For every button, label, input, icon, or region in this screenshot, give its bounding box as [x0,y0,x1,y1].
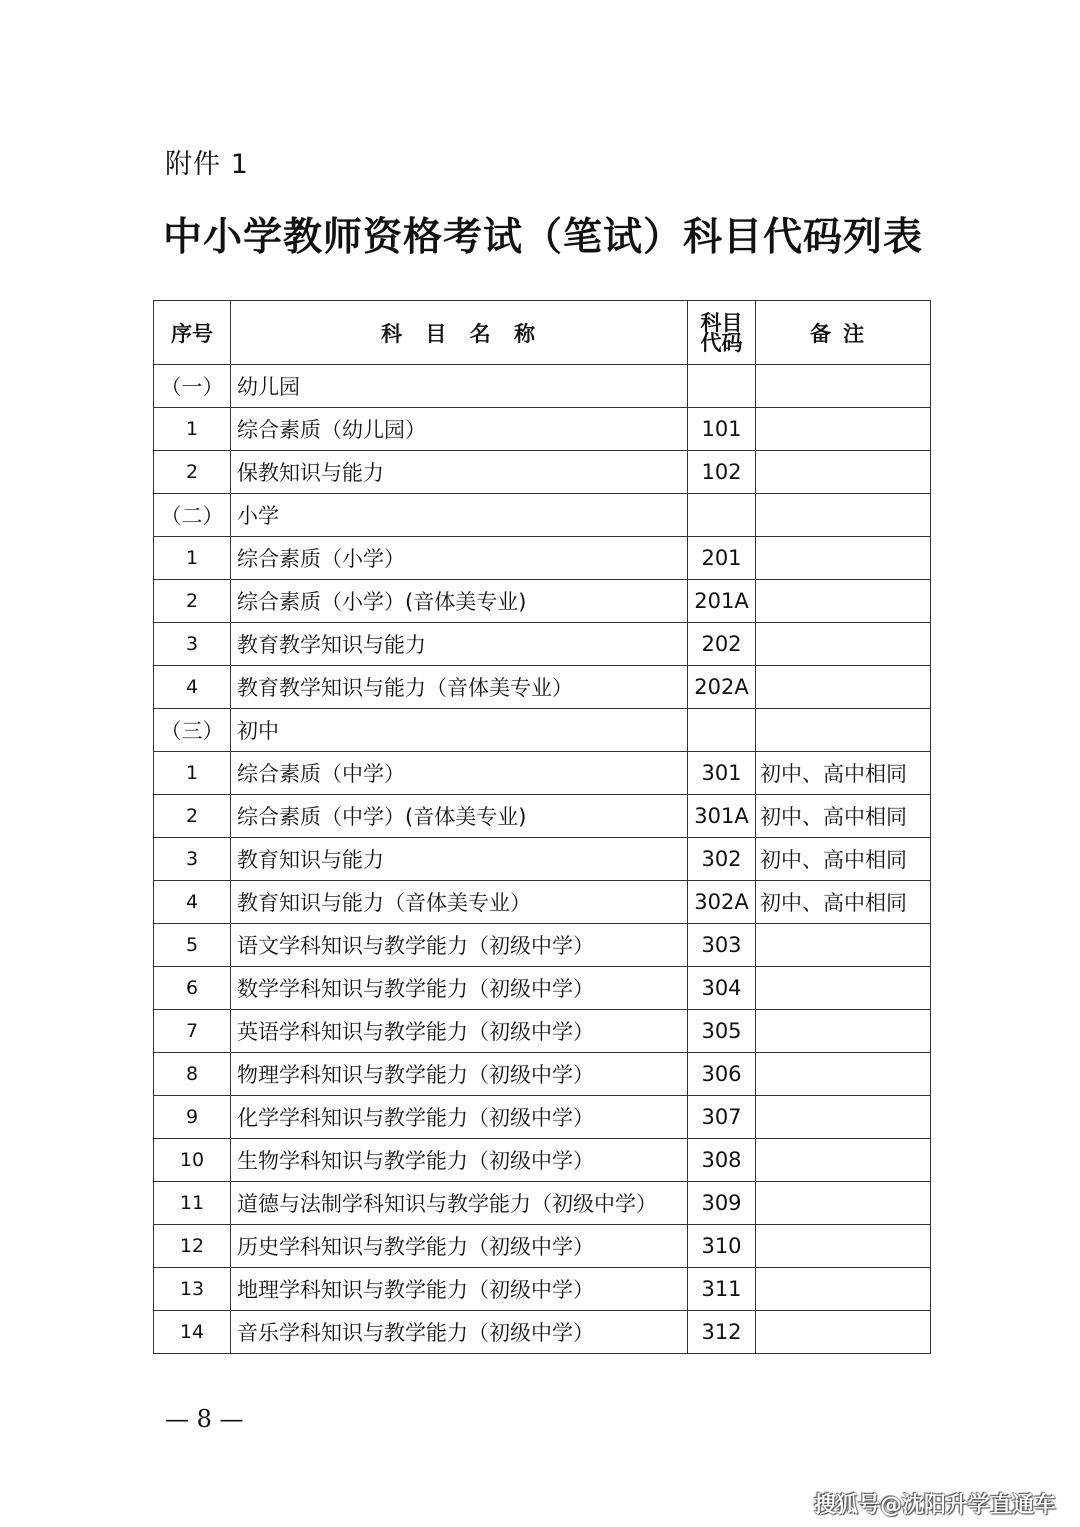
row-remarks [756,408,931,451]
table-row [154,408,931,451]
row-serial-number: 1 [154,408,231,451]
row-serial-number: 2 [154,795,231,838]
row-subject-name: 综合素质（小学） [231,537,688,580]
row-remarks [756,1010,931,1053]
row-subject-code: 305 [688,1010,756,1053]
row-remarks [756,1268,931,1311]
row-serial-number: 12 [154,1225,231,1268]
row-subject-name: 音乐学科知识与教学能力（初级中学） [231,1311,688,1354]
table-row [154,666,931,709]
row-subject-code: 202A [688,666,756,709]
row-subject-name: 教育教学知识与能力（音体美专业） [231,666,688,709]
row-remarks [756,580,931,623]
row-remarks [756,1053,931,1096]
page-number: — 8 — [165,1405,244,1433]
row-subject-name: 生物学科知识与教学能力（初级中学） [231,1139,688,1182]
row-subject-code: 201 [688,537,756,580]
row-subject-name: 初中 [231,709,688,752]
row-subject-name: 英语学科知识与教学能力（初级中学） [231,1010,688,1053]
row-subject-name: 综合素质（中学） [231,752,688,795]
row-remarks [756,1139,931,1182]
row-subject-code: 306 [688,1053,756,1096]
row-subject-code: 102 [688,451,756,494]
row-remarks [756,623,931,666]
row-subject-code: 311 [688,1268,756,1311]
row-subject-code: 309 [688,1182,756,1225]
row-remarks: 初中、高中相同 [756,881,931,924]
row-subject-name: 教育知识与能力 [231,838,688,881]
header-subject-code-line2: 代码 [700,330,743,355]
row-serial-number: （二） [154,494,231,537]
page-title: 中小学教师资格考试（笔试）科目代码列表 [163,214,924,260]
row-serial-number: 8 [154,1053,231,1096]
header-serial-number: 序号 [154,301,231,365]
row-subject-code: 304 [688,967,756,1010]
row-subject-name: 教育知识与能力（音体美专业） [231,881,688,924]
row-remarks [756,1311,931,1354]
row-subject-name: 数学学科知识与教学能力（初级中学） [231,967,688,1010]
row-serial-number: 7 [154,1010,231,1053]
row-remarks [756,451,931,494]
row-subject-code: 302A [688,881,756,924]
row-subject-name: 教育教学知识与能力 [231,623,688,666]
row-serial-number: 4 [154,881,231,924]
row-subject-name: 综合素质（幼儿园） [231,408,688,451]
table-row [154,1225,931,1268]
row-subject-name: 道德与法制学科知识与教学能力（初级中学） [231,1182,688,1225]
row-remarks [756,537,931,580]
row-serial-number: 5 [154,924,231,967]
table-row [154,881,931,924]
row-subject-name: 保教知识与能力 [231,451,688,494]
table-header [154,301,931,365]
table-row [154,709,931,752]
row-subject-code: 201A [688,580,756,623]
table-row [154,752,931,795]
row-serial-number: 3 [154,838,231,881]
row-remarks: 初中、高中相同 [756,795,931,838]
table-body [154,365,931,1354]
table-row [154,795,931,838]
header-subject-code [688,301,756,365]
row-subject-name: 幼儿园 [231,365,688,408]
row-remarks [756,1225,931,1268]
table-row [154,1268,931,1311]
row-serial-number: 9 [154,1096,231,1139]
table-row [154,967,931,1010]
table-row [154,1010,931,1053]
row-subject-name: 历史学科知识与教学能力（初级中学） [231,1225,688,1268]
row-remarks [756,365,931,408]
row-remarks [756,967,931,1010]
row-subject-code: 308 [688,1139,756,1182]
row-subject-code: 303 [688,924,756,967]
row-serial-number: 6 [154,967,231,1010]
row-serial-number: 10 [154,1139,231,1182]
row-serial-number: 2 [154,451,231,494]
row-subject-code [688,709,756,752]
table-row [154,451,931,494]
table-row [154,924,931,967]
row-subject-name: 物理学科知识与教学能力（初级中学） [231,1053,688,1096]
row-serial-number: （一） [154,365,231,408]
header-remarks: 备注 [756,301,931,365]
table-row [154,580,931,623]
row-serial-number: 13 [154,1268,231,1311]
row-remarks [756,924,931,967]
header-subject-name: 科 目 名 称 [231,301,688,365]
row-subject-code: 301A [688,795,756,838]
attachment-label: 附件 1 [165,149,249,180]
row-serial-number: 1 [154,752,231,795]
row-serial-number: 4 [154,666,231,709]
table-row [154,537,931,580]
row-subject-name: 综合素质（中学）(音体美专业) [231,795,688,838]
row-remarks [756,494,931,537]
subject-code-table [153,300,931,1354]
row-subject-code: 307 [688,1096,756,1139]
row-subject-name: 小学 [231,494,688,537]
row-remarks [756,1096,931,1139]
row-subject-code: 202 [688,623,756,666]
table-row [154,1311,931,1354]
row-serial-number: 1 [154,537,231,580]
table-row [154,1053,931,1096]
row-remarks: 初中、高中相同 [756,838,931,881]
row-subject-name: 综合素质（小学）(音体美专业) [231,580,688,623]
header-subject-code-line1: 科目 [700,310,743,335]
row-subject-code [688,365,756,408]
row-subject-name: 语文学科知识与教学能力（初级中学） [231,924,688,967]
table-row [154,1182,931,1225]
table-row [154,494,931,537]
table-row [154,1139,931,1182]
row-subject-code: 312 [688,1311,756,1354]
row-remarks [756,666,931,709]
row-serial-number: 2 [154,580,231,623]
row-serial-number: 3 [154,623,231,666]
row-subject-code: 101 [688,408,756,451]
table-row [154,838,931,881]
row-subject-code: 301 [688,752,756,795]
source-watermark: 搜狐号@沈阳升学直通车 [813,1493,1056,1518]
table-header-row [154,301,931,365]
row-subject-code [688,494,756,537]
table-row [154,1096,931,1139]
row-remarks [756,709,931,752]
row-subject-name: 化学学科知识与教学能力（初级中学） [231,1096,688,1139]
row-subject-name: 地理学科知识与教学能力（初级中学） [231,1268,688,1311]
row-subject-code: 302 [688,838,756,881]
row-remarks [756,1182,931,1225]
row-serial-number: 11 [154,1182,231,1225]
row-serial-number: （三） [154,709,231,752]
row-subject-code: 310 [688,1225,756,1268]
row-remarks: 初中、高中相同 [756,752,931,795]
table-row [154,623,931,666]
row-serial-number: 14 [154,1311,231,1354]
table-row [154,365,931,408]
